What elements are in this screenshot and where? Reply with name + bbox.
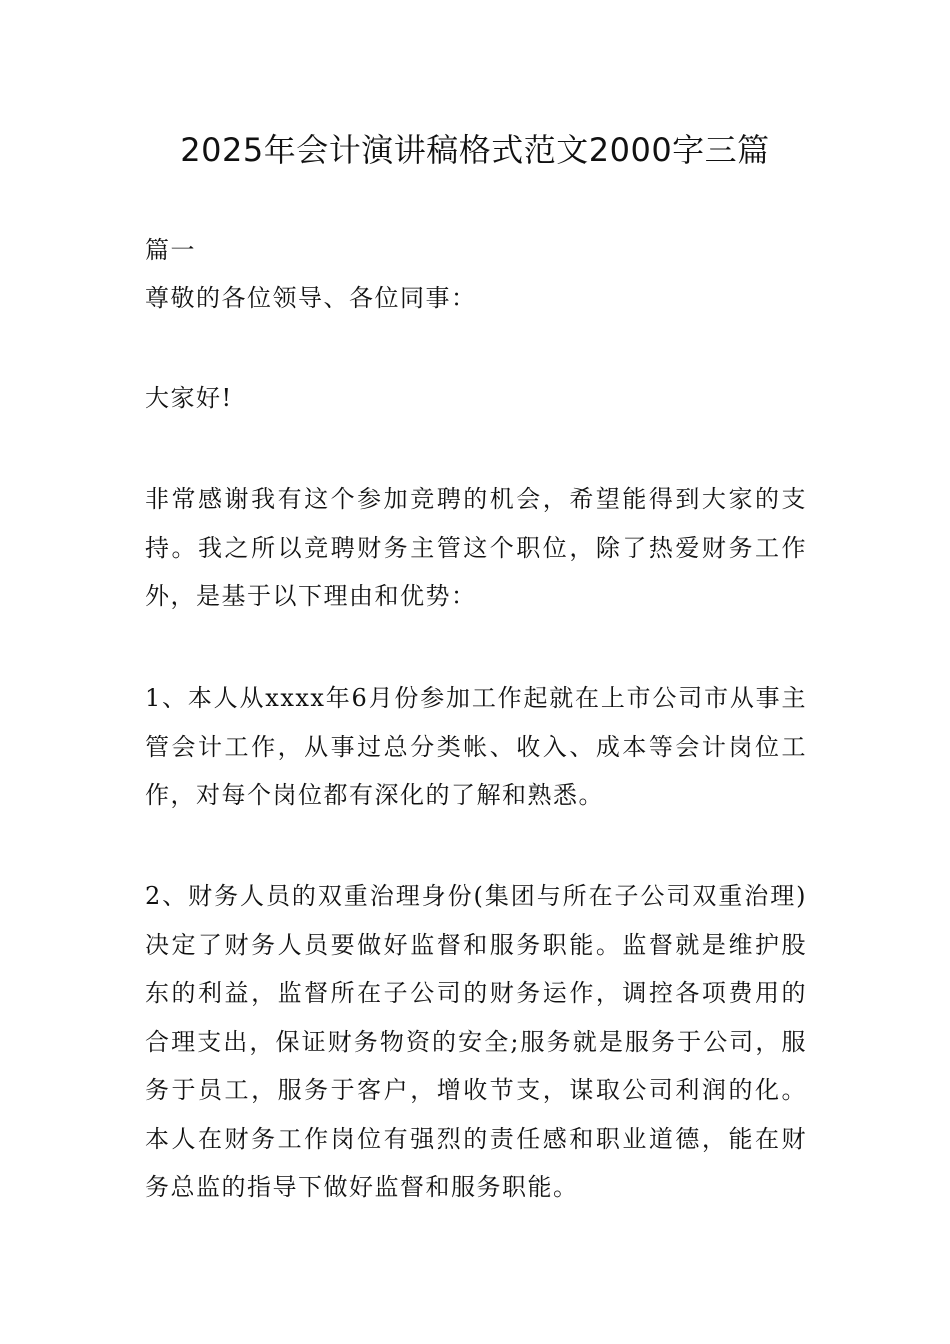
paragraph-point-2: 2、财务人员的双重治理身份(集团与所在子公司双重治理)决定了财务人员要做好监督和服务职能。监督就是维护股东的利益，监督所在子公司的财务运作，调控各项费用的合理支出，保证财务物资的安全;服务就是服务于公司，服务于员工，服务于客户，增收节支，谋取公司利润的化。本人在财务工作岗位有强烈的责任感和职业道德，能在财务总监的指导下做好监督和服务职能。 (145, 882, 807, 1201)
greeting: 大家好! (145, 384, 233, 412)
document-title: 2025年会计演讲稿格式范文2000字三篇 (180, 131, 770, 169)
paragraph-point-1: 1、本人从xxxx年6月份参加工作起就在上市公司市从事主管会计工作，从事过总分类帐、收入、成本等会计岗位工作，对每个岗位都有深化的了解和熟悉。 (145, 684, 807, 809)
salutation: 尊敬的各位领导、各位同事： (145, 284, 477, 312)
section-heading: 篇一 (145, 236, 196, 264)
paragraph-intro: 非常感谢我有这个参加竞聘的机会，希望能得到大家的支持。我之所以竞聘财务主管这个职位，除了热爱财务工作外，是基于以下理由和优势： (145, 485, 807, 610)
